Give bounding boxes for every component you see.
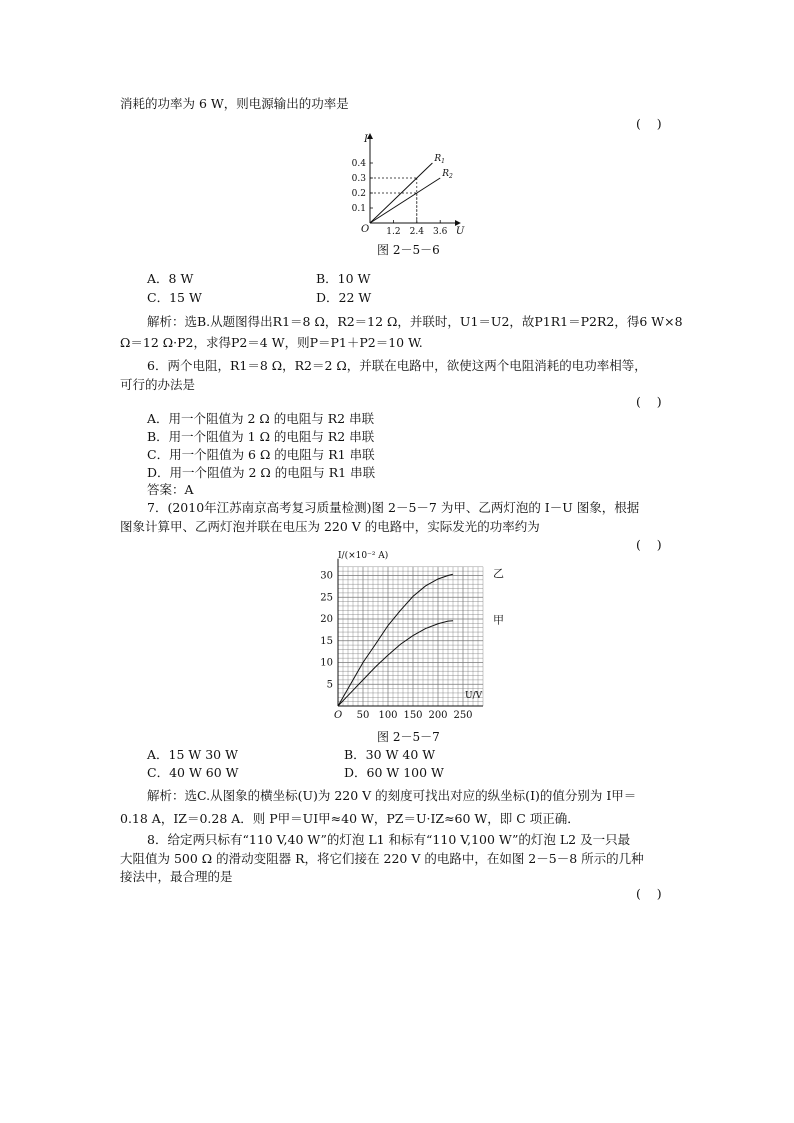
figure-2-5-7 bbox=[310, 548, 510, 726]
series-curve-甲 bbox=[338, 621, 453, 706]
answer-paren-q5: ( ) bbox=[636, 116, 662, 131]
answer-paren-q8: ( ) bbox=[636, 886, 662, 901]
y-axis-label: I/(×10⁻² A) bbox=[338, 551, 389, 561]
q5-option-c: C．15 W bbox=[147, 290, 202, 305]
q6-option-c: C．用一个阻值为 6 Ω 的电阻与 R1 串联 bbox=[147, 447, 375, 462]
x-tick-label: 1.2 bbox=[386, 227, 401, 237]
series-line-R2 bbox=[370, 178, 440, 223]
q7-option-d: D．60 W 100 W bbox=[344, 765, 444, 780]
x-axis-label: U/V bbox=[465, 691, 483, 701]
x-tick-label: 2.4 bbox=[409, 227, 424, 237]
y-tick-label: 20 bbox=[320, 614, 333, 625]
q5-option-a: A．8 W bbox=[147, 271, 194, 286]
x-tick-label: 150 bbox=[403, 710, 423, 721]
figure-2-5-6 bbox=[340, 130, 465, 242]
series-label-乙: 乙 bbox=[493, 567, 504, 581]
figure-caption-2-5-6: 图 2－5－6 bbox=[377, 243, 440, 257]
q7-stem-line-1: 7．(2010年江苏南京高考复习质量检测)图 2－5－7 为甲、乙两灯泡的 I－U 图象，根据 bbox=[147, 500, 640, 515]
q6-option-a: A．用一个阻值为 2 Ω 的电阻与 R2 串联 bbox=[147, 411, 375, 426]
q5-analysis-line-1: 解析：选B.从题图得出R1＝8 Ω，R2＝12 Ω，并联时，U1＝U2，故P1R1＝P2R2，得6 W×8 bbox=[147, 314, 683, 329]
x-tick-label: 100 bbox=[378, 710, 398, 721]
q7-analysis-line-1: 解析：选C.从图象的横坐标(U)为 220 V 的刻度可找出对应的纵坐标(I)的值分别为 I甲＝ bbox=[147, 788, 637, 803]
q6-stem-line-1: 6．两个电阻，R1＝8 Ω，R2＝2 Ω，并联在电路中，欲使这两个电阻消耗的电功率相等， bbox=[147, 358, 647, 373]
q5-analysis-line-2: Ω＝12 Ω·P2，求得P2＝4 W，则P＝P1＋P2＝10 W. bbox=[120, 335, 423, 350]
x-axis-label: U bbox=[455, 226, 465, 237]
q7-option-b: B．30 W 40 W bbox=[344, 747, 436, 762]
series-label-R1: $R_1$ bbox=[434, 154, 446, 165]
q6-option-d: D．用一个阻值为 2 Ω 的电阻与 R1 串联 bbox=[147, 465, 376, 480]
q8-stem-line-3: 接法中，最合理的是 bbox=[120, 869, 233, 884]
y-tick-label: 10 bbox=[320, 657, 333, 669]
y-tick-label: 0.4 bbox=[351, 159, 366, 169]
origin-label: O bbox=[361, 224, 370, 235]
x-tick-label: 200 bbox=[428, 710, 448, 721]
q5-option-d: D．22 W bbox=[316, 290, 372, 305]
y-tick-label: 0.3 bbox=[351, 174, 366, 184]
origin-label: O bbox=[334, 710, 343, 721]
q7-analysis-line-2: 0.18 A，IZ＝0.28 A．则 P甲＝UI甲≈40 W，PZ＝U·IZ≈60 W，即 C 项正确． bbox=[120, 811, 580, 826]
y-tick-label: 5 bbox=[326, 679, 333, 691]
y-tick-label: 0.2 bbox=[351, 189, 366, 199]
y-axis-label: I bbox=[364, 134, 368, 145]
q5-option-b: B．10 W bbox=[316, 271, 371, 286]
q8-stem-line-2: 大阻值为 500 Ω 的滑动变阻器 R，将它们接在 220 V 的电路中，在如图 2－5－8 所示的几种 bbox=[120, 851, 644, 866]
q7-option-c: C．40 W 60 W bbox=[147, 765, 239, 780]
answer-paren-q6: ( ) bbox=[636, 394, 662, 409]
intro-line: 消耗的功率为 6 W，则电源输出的功率是 bbox=[120, 96, 349, 111]
figure-caption-2-5-7: 图 2－5－7 bbox=[377, 730, 440, 744]
y-tick-label: 0.1 bbox=[351, 204, 366, 214]
q8-stem-line-1: 8．给定两只标有“110 V,40 W”的灯泡 L1 和标有“110 V,100 W”的灯泡 L2 及一只最 bbox=[147, 832, 631, 847]
series-label-R2: $R_2$ bbox=[442, 169, 453, 180]
x-tick-label: 250 bbox=[453, 710, 473, 721]
q7-stem-line-2: 图象计算甲、乙两灯泡并联在电压为 220 V 的电路中，实际发光的功率约为 bbox=[120, 519, 540, 534]
y-tick-label: 25 bbox=[320, 592, 333, 604]
x-tick-label: 3.6 bbox=[433, 227, 448, 237]
y-tick-label: 30 bbox=[320, 570, 333, 582]
q6-answer: 答案：A bbox=[147, 482, 194, 497]
x-tick-label: 50 bbox=[356, 710, 370, 721]
q6-stem-line-2: 可行的办法是 bbox=[120, 377, 196, 392]
y-tick-label: 15 bbox=[320, 635, 333, 647]
series-label-甲: 甲 bbox=[493, 613, 504, 627]
answer-paren-q7: ( ) bbox=[636, 537, 662, 552]
series-curve-乙 bbox=[338, 574, 453, 706]
q7-option-a: A．15 W 30 W bbox=[147, 747, 238, 762]
q6-option-b: B．用一个阻值为 1 Ω 的电阻与 R2 串联 bbox=[147, 429, 375, 444]
